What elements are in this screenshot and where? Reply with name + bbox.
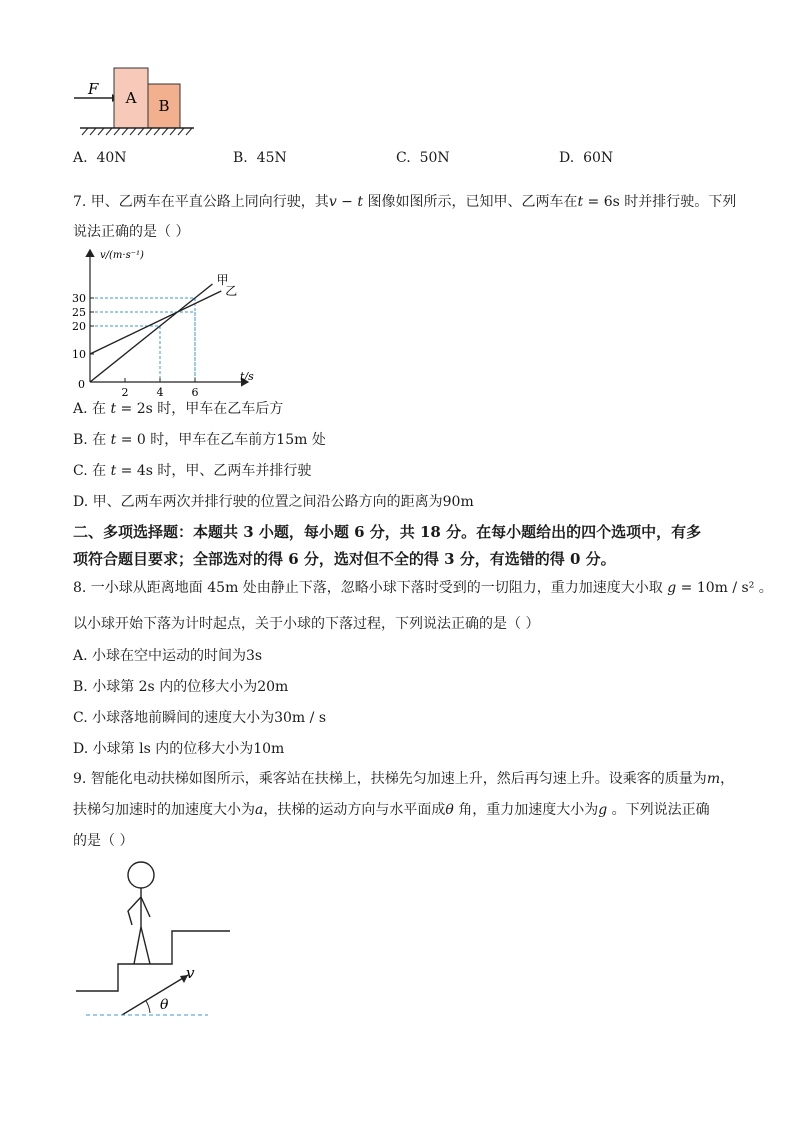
vt-chart: [68, 242, 258, 399]
force-label: F: [88, 80, 99, 98]
q8-stem-line2: 以小球开始下落为计时起点，关于小球的下落过程，下列说法正确的是（ ）: [73, 616, 540, 632]
x-tick-label-2: 2: [121, 386, 129, 399]
q8-option-b: B. 小球第 2s 内的位移大小为20m: [73, 679, 289, 695]
y-axis-label: v/(m·s⁻¹): [100, 250, 144, 261]
q8-option-a: A. 小球在空中运动的时间为3s: [73, 648, 263, 664]
block-b-label: B: [158, 97, 170, 115]
series-label-1: 乙: [225, 284, 238, 298]
y-tick-label-30: 30: [72, 292, 86, 305]
origin-label: 0: [78, 378, 85, 391]
q7-stem-line2: 说法正确的是（ ）: [73, 224, 190, 240]
angle-arc: [146, 1001, 150, 1013]
q7-option-b: B. 在 t = 0 时，甲车在乙车前方15m 处: [73, 432, 326, 448]
block-figure: [70, 60, 200, 140]
q7-stem-line1: 7. 甲、乙两车在平直公路上同向行驶，其v − t 图像如图所示，已知甲、乙两车在t = 6s 时并排行驶。下列: [73, 194, 737, 210]
x-axis-label: t/s: [240, 370, 254, 383]
q9-stem-line2: 扶梯匀加速时的加速度大小为a，扶梯的运动方向与水平面成θ 角，重力加速度大小为g 。下列说法正确: [73, 802, 710, 818]
q8-stem-line1: 8. 一小球从距离地面 45m 处由静止下落，忽略小球下落时受到的一切阻力，重力加速度大小取 g = 10m / s² 。: [73, 580, 773, 596]
q8-option-c: C. 小球落地前瞬间的速度大小为30m / s: [73, 710, 327, 726]
q7-option-c: C. 在 t = 4s 时，甲、乙两车并排行驶: [73, 463, 312, 479]
q6-option-d: D. 60N: [559, 150, 614, 166]
q9-stem-line1: 9. 智能化电动扶梯如图所示，乘客站在扶梯上，扶梯先匀加速上升，然后再匀速上升。设乘客的质量为m，: [73, 771, 735, 787]
section2-heading-line1: 二、多项选择题：本题共 3 小题，每小题 6 分，共 18 分。在每小题给出的四个选项中，有多: [73, 523, 702, 541]
section2-heading-line2: 项符合题目要求；全部选对的得 6 分，选对但不全的得 3 分，有选错的得 0 分。: [73, 550, 616, 568]
block-a-label: A: [125, 89, 137, 107]
series-line-0: [90, 284, 213, 382]
q6-option-b: B. 45N: [233, 150, 287, 166]
y-tick-label-25: 25: [72, 306, 86, 319]
escalator-figure: [70, 855, 250, 1025]
person-stick-figure: [128, 862, 154, 964]
q8-option-d: D. 小球第 ls 内的位移大小为10m: [73, 741, 285, 757]
y-tick-label-20: 20: [72, 320, 86, 333]
q9-stem-line3: 的是（ ）: [73, 833, 134, 849]
escalator-steps: [76, 931, 230, 991]
q6-option-c: C. 50N: [396, 150, 450, 166]
velocity-arrow: [122, 975, 188, 1015]
q7-option-d: D. 甲、乙两车两次并排行驶的位置之间沿公路方向的距离为90m: [73, 494, 474, 510]
velocity-label: v: [186, 964, 195, 982]
q7-option-a: A. 在 t = 2s 时，甲车在乙车后方: [73, 401, 284, 417]
q6-option-a: A. 40N: [73, 150, 127, 166]
series-label-0: 甲: [216, 273, 229, 287]
y-tick-label-10: 10: [72, 348, 86, 361]
x-tick-label-4: 4: [156, 386, 164, 399]
x-tick-label-6: 6: [191, 386, 199, 399]
theta-label: θ: [160, 997, 169, 1013]
series-line-1: [90, 291, 221, 354]
ground-hatch: [82, 128, 192, 135]
